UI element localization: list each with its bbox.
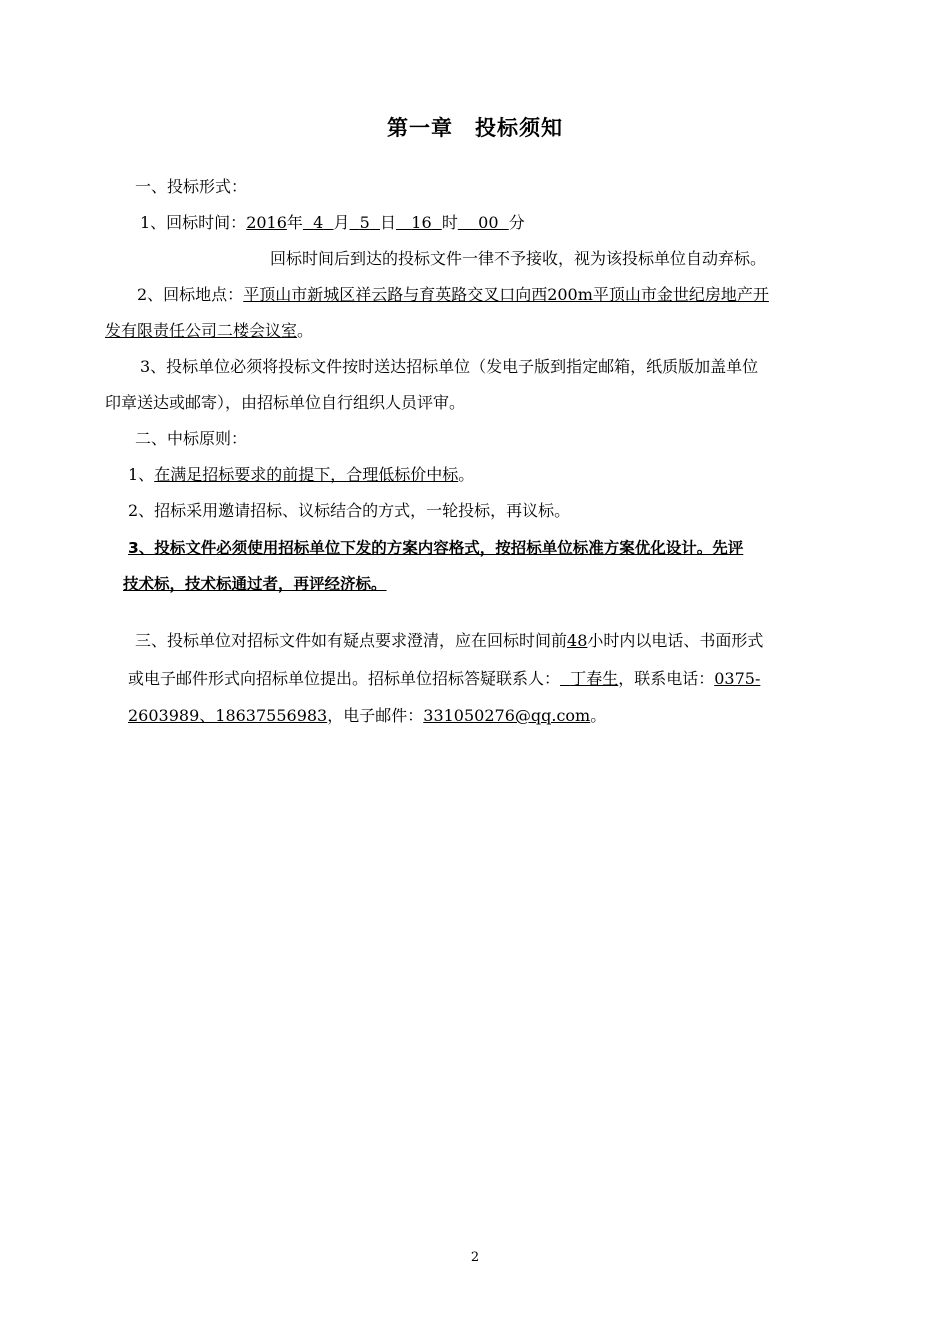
year-value: 2016 [246, 213, 287, 232]
minute-value: 00 [478, 213, 499, 232]
month-value: 4 [313, 213, 324, 232]
section2-item3-line2: 技术标，技术标通过者，再评经济标。 [123, 575, 387, 593]
section1-item3-line1: 3、投标单位必须将投标文件按时送达招标单位（发电子版到指定邮箱，纸质版加盖单位 [140, 357, 759, 376]
section2-item3-line1: 3、投标文件必须使用招标单位下发的方案内容格式，按招标单位标准方案优化设计。先评 [128, 539, 744, 557]
day-value: 5 [359, 213, 370, 232]
section3-line3: 2603989、18637556983，电子邮件：331050276@qq.com。 [128, 706, 607, 725]
hours-value: 48 [567, 631, 588, 650]
page-title: 第一章 投标须知 [387, 116, 563, 140]
contact-person: 丁春生 [570, 669, 619, 688]
section1-item3-line2: 印章送达或邮寄），由招标单位自行组织人员评审。 [105, 393, 466, 412]
section2-item2: 2、招标采用邀请招标、议标结合的方式，一轮投标，再议标。 [128, 501, 571, 520]
bid-return-time: 1、回标时间：2016年 4 月 5 日 16 时 00 分 [140, 213, 525, 232]
phone-part2: 2603989、18637556983 [128, 706, 328, 725]
section3-line2: 或电子邮件形式向招标单位提出。招标单位招标答疑联系人： 丁春生，联系电话：0375- [128, 669, 761, 688]
page-number: 2 [470, 1250, 480, 1265]
section2-item1: 1、在满足招标要求的前提下，合理低标价中标。 [128, 465, 475, 484]
late-note: 回标时间后到达的投标文件一律不予接收，视为该投标单位自动弃标。 [270, 249, 767, 268]
phone-part1: 0375- [714, 669, 761, 688]
section2-item1-text: 在满足招标要求的前提下，合理低标价中标 [154, 465, 459, 484]
bid-return-location-cont: 发有限责任公司二楼会议室。 [105, 321, 314, 340]
section1-heading: 一、投标形式： [135, 177, 248, 196]
email-link[interactable]: 331050276@qq.com [423, 706, 591, 725]
section2-heading: 二、中标原则： [135, 429, 248, 448]
location-text-1: 平顶山市新城区祥云路与育英路交叉口向西200m平顶山市金世纪房地产开 [243, 285, 769, 304]
bid-return-location: 2、回标地点：平顶山市新城区祥云路与育英路交叉口向西200m平顶山市金世纪房地产开 [137, 285, 769, 304]
location-text-2: 发有限责任公司二楼会议室 [105, 321, 298, 340]
section3-line1: 三、投标单位对招标文件如有疑点要求澄清，应在回标时间前48小时内以电话、书面形式 [135, 631, 764, 650]
hour-value: 16 [411, 213, 432, 232]
